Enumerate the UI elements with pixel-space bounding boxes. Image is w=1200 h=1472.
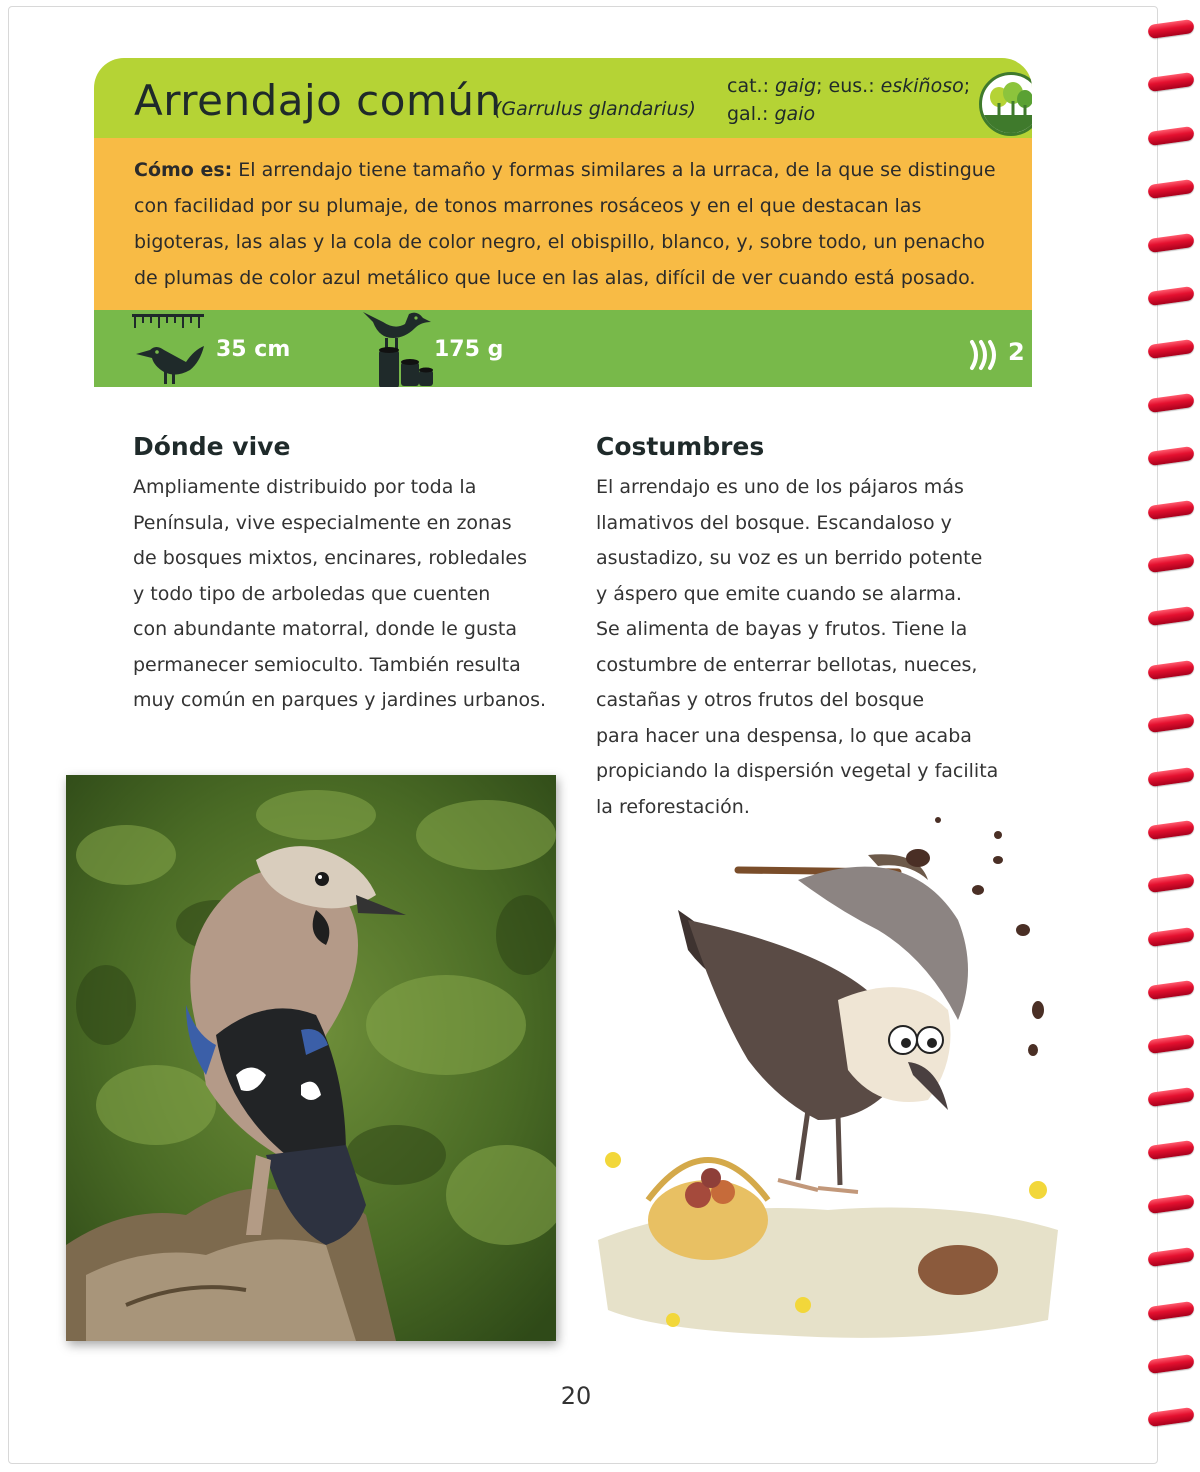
text-line: la reforestación. bbox=[596, 795, 750, 818]
text-line: Península, vive especialmente en zonas bbox=[133, 511, 512, 534]
species-card bbox=[94, 58, 1032, 387]
text-line: y áspero que emite cuando se alarma. bbox=[596, 582, 962, 605]
sound-waves-icon bbox=[966, 338, 1002, 372]
gal-label: gal.: bbox=[727, 103, 769, 125]
description-label: Cómo es: bbox=[134, 159, 233, 181]
spiral-coil bbox=[1147, 179, 1195, 199]
spiral-coil bbox=[1147, 713, 1195, 733]
spiral-coil bbox=[1147, 500, 1195, 520]
spiral-coil bbox=[1147, 1087, 1195, 1107]
spiral-coil bbox=[1147, 286, 1195, 306]
text-line: propiciando la dispersión vegetal y facilita bbox=[596, 760, 999, 782]
text-line: de bosques mixtos, encinares, robledales bbox=[133, 547, 528, 569]
spiral-coil bbox=[1147, 1034, 1195, 1054]
description bbox=[134, 152, 1014, 296]
spiral-coil bbox=[1147, 1354, 1195, 1374]
spiral-coil bbox=[1147, 1407, 1195, 1427]
spiral-coil bbox=[1147, 339, 1195, 359]
habits-heading: Costumbres bbox=[596, 432, 765, 461]
jay-digging-illustration bbox=[578, 800, 1078, 1360]
spiral-coil bbox=[1147, 1301, 1195, 1321]
spiral-binding bbox=[1138, 0, 1200, 1472]
spiral-coil bbox=[1147, 767, 1195, 787]
eus-name: eskiñoso bbox=[880, 75, 964, 97]
text-line: permanecer semioculto. También resulta bbox=[133, 653, 521, 676]
text-line: castañas y otros frutos del bosque bbox=[596, 689, 925, 711]
cat-name: gaig bbox=[775, 75, 817, 97]
text-line: costumbre de enterrar bellotas, nueces, bbox=[596, 653, 978, 676]
text-line: asustadizo, su voz es un berrido potente bbox=[596, 547, 983, 569]
text-line: llamativos del bosque. Escandaloso y bbox=[596, 511, 952, 534]
spiral-coil bbox=[1147, 1247, 1195, 1267]
length-value: 35 cm bbox=[216, 337, 291, 362]
description-text: El arrendajo tiene tamaño y formas similares a la urraca, de la que se distingue con facilidad por su plumaje, de tonos marrones rosáceos y en el que destacan las bigoteras, las alas y la cola de color negro, el obispillo, blanco, y, sobre todo, un penacho de plumas de color azul metálico que luce en las alas, difícil de ver cuando está posado. bbox=[134, 159, 996, 289]
spiral-coil bbox=[1147, 1194, 1195, 1214]
spiral-coil bbox=[1147, 446, 1195, 466]
spiral-coil bbox=[1147, 233, 1195, 253]
text-line: para hacer una despensa, lo que acaba bbox=[596, 724, 972, 747]
habitat-heading: Dónde vive bbox=[133, 432, 291, 461]
sound-level: 2 bbox=[1008, 338, 1025, 366]
habitat-text bbox=[133, 470, 573, 719]
spiral-coil bbox=[1147, 660, 1195, 680]
spiral-coil bbox=[1147, 393, 1195, 413]
text-line: y todo tipo de arboledas que cuenten bbox=[133, 582, 491, 605]
spiral-coil bbox=[1147, 927, 1195, 947]
gal-name: gaio bbox=[774, 103, 816, 125]
cat-label: cat.: bbox=[727, 75, 769, 97]
text-line: muy común en parques y jardines urbanos. bbox=[133, 689, 547, 711]
bird-ruler-icon bbox=[130, 310, 210, 386]
spiral-coil bbox=[1147, 72, 1195, 92]
scientific-name: (Garrulus glandarius) bbox=[494, 98, 696, 120]
text-line: El arrendajo es uno de los pájaros más bbox=[596, 476, 964, 498]
page-number: 20 bbox=[560, 1382, 592, 1410]
spiral-coil bbox=[1147, 1140, 1195, 1160]
common-name: Arrendajo común bbox=[134, 76, 502, 125]
regional-names: cat.: gaig; eus.: eskiñoso; gal.: gaio bbox=[727, 75, 971, 125]
spiral-coil bbox=[1147, 606, 1195, 626]
spiral-coil bbox=[1147, 126, 1195, 146]
text-line: Se alimenta de bayas y frutos. Tiene la bbox=[596, 618, 968, 640]
eus-label: eus.: bbox=[828, 75, 875, 97]
habits-text bbox=[596, 470, 1036, 825]
text-line: con abundante matorral, donde le gusta bbox=[133, 618, 517, 640]
weight-value: 175 g bbox=[434, 337, 504, 362]
spiral-coil bbox=[1147, 980, 1195, 1000]
spiral-coil bbox=[1147, 820, 1195, 840]
jay-photo bbox=[66, 775, 556, 1341]
text-line: Ampliamente distribuido por toda la bbox=[133, 476, 477, 498]
bird-scale-weights-icon bbox=[359, 304, 439, 387]
spiral-coil bbox=[1147, 19, 1195, 39]
spiral-coil bbox=[1147, 873, 1195, 893]
spiral-coil bbox=[1147, 553, 1195, 573]
